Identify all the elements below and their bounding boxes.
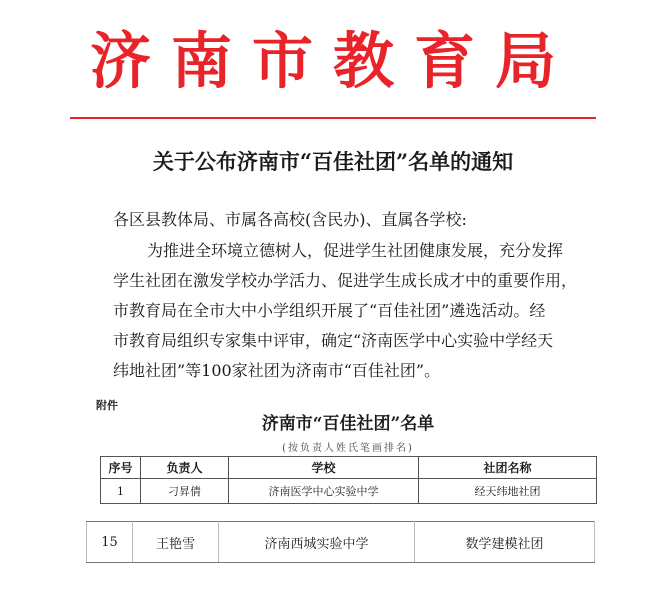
cell-leader: 刁昇倩 [141,479,229,504]
table-row [101,479,597,504]
body-line: 学生社团在激发学校办学活力、促进学生成长成才中的重要作用， [113,271,578,290]
cell-school: 济南医学中心实验中学 [229,479,419,504]
body-line: 为推进全环境立德树人，促进学生社团健康发展，充分发挥 [147,241,564,260]
club-list-continuation [86,521,595,563]
column-header-school: 学校 [229,457,419,479]
cell-leader: 王艳雪 [133,522,219,563]
cell-club: 经天纬地社团 [419,479,597,504]
table-header-row [101,457,597,479]
masthead-divider [70,117,596,119]
column-header-no: 序号 [101,457,141,479]
cell-no: 15 [87,522,133,563]
body-line: 市教育局组织专家集中评审，确定“济南医学中心实验中学经天 [113,331,554,350]
body-line: 纬地社团”等100家社团为济南市“百佳社团”。 [113,361,441,380]
body-line: 市教育局在全市大中小学组织开展了“百佳社团”遴选活动。经 [113,301,546,320]
attachment-label: 附件 [96,399,118,412]
table-row [87,522,595,563]
list-title: 济南市“百佳社团”名单 [261,414,435,434]
salutation: 各区县教体局、市属各高校(含民办)、直属各学校: [113,210,467,229]
cell-club: 数学建模社团 [415,522,595,563]
cell-no: 1 [101,479,141,504]
list-subtitle: (按负责人姓氏笔画排名) [282,443,414,454]
column-header-club: 社团名称 [419,457,597,479]
column-header-leader: 负责人 [141,457,229,479]
body-text [113,236,583,386]
masthead-title: 济南市教育局 [89,26,576,97]
document-title: 关于公布济南市“百佳社团”名单的通知 [152,149,514,174]
cell-school: 济南西城实验中学 [219,522,415,563]
club-list-table [100,456,597,504]
